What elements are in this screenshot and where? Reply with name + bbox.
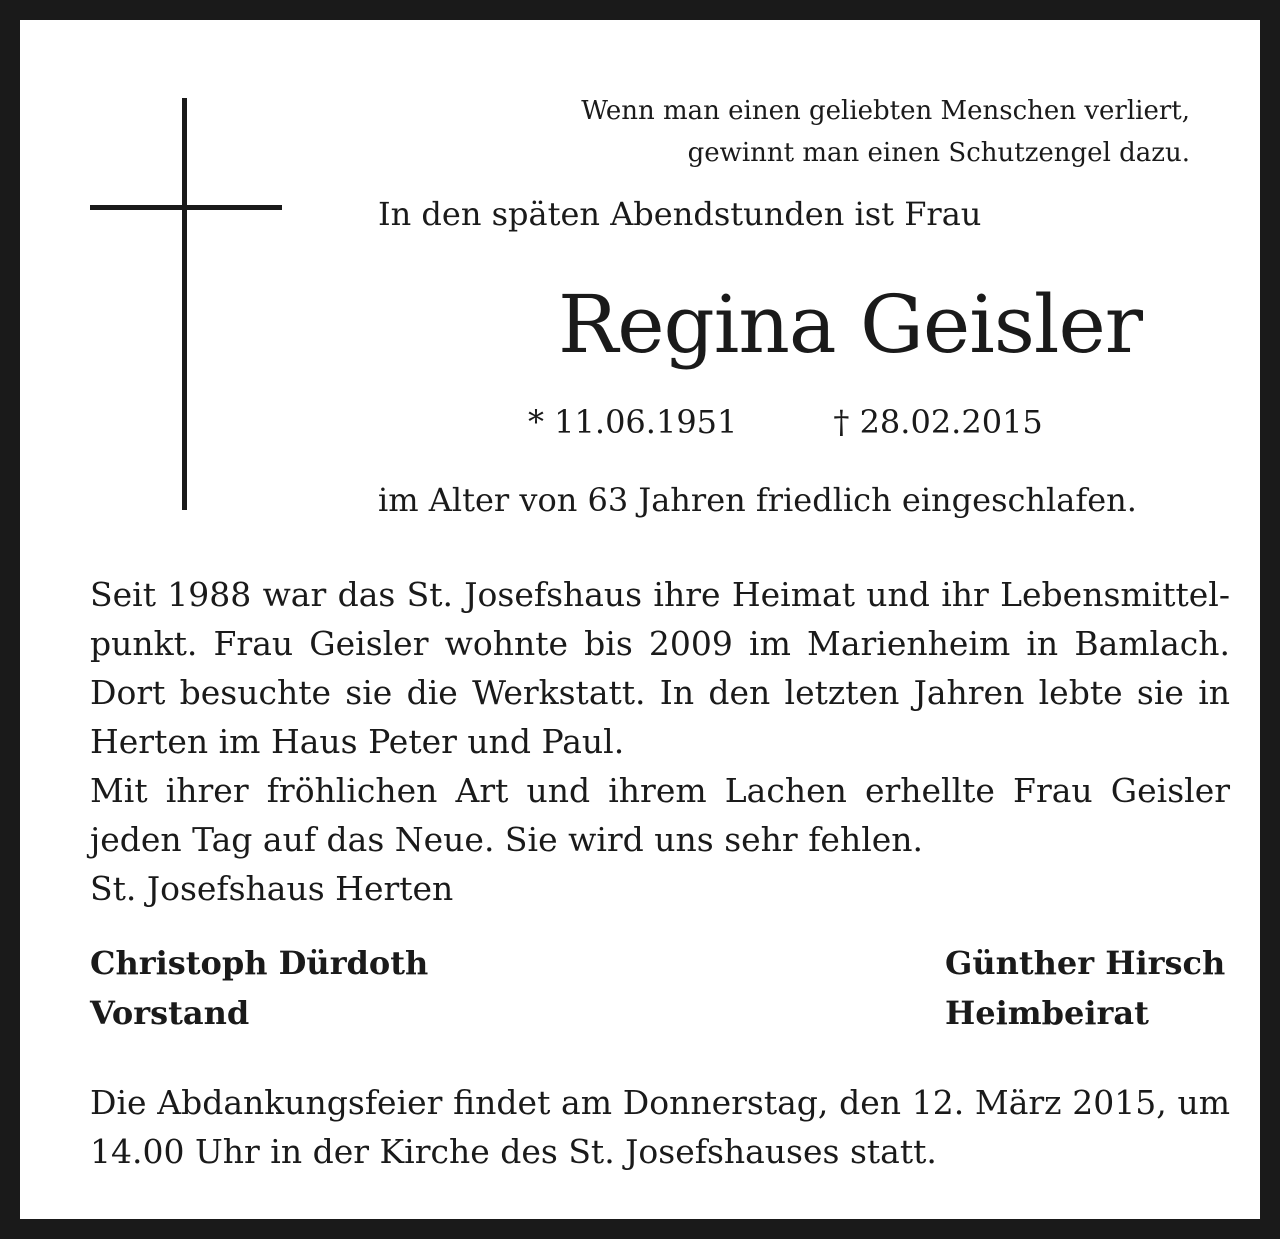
death-date: † 28.02.2015 — [833, 403, 1043, 441]
body-paragraph — [90, 570, 1230, 913]
cross-horizontal-bar — [90, 205, 282, 210]
ceremony-notice — [90, 1078, 1230, 1176]
life-dates — [528, 398, 1043, 446]
body-line: punkt. Frau Geisler wohnte bis 2009 im Marienheim in Bamlach. — [90, 624, 1230, 663]
birth-date: * 11.06.1951 — [528, 403, 738, 441]
motto-quote — [490, 90, 1190, 174]
ceremony-line: Die Abdankungsfeier findet am Donnerstag, den 12. März 2015, um — [90, 1083, 1230, 1122]
signatory-name: Christoph Dürdoth — [90, 944, 429, 982]
cross-vertical-bar — [182, 98, 187, 510]
body-line: Dort besuchte sie die Werkstatt. In den letzten Jahren lebte sie in — [90, 673, 1230, 712]
obituary-notice — [20, 20, 1260, 1219]
deceased-name: Regina Geisler — [557, 278, 1143, 371]
age-line: im Alter von 63 Jahren friedlich eingeschlafen. — [378, 481, 1137, 519]
body-line: St. Josefshaus Herten — [90, 869, 454, 908]
ceremony-line: 14.00 Uhr in der Kirche des St. Josefshauses statt. — [90, 1132, 937, 1171]
signatory-role: Vorstand — [90, 994, 250, 1032]
intro-text: In den späten Abendstunden ist Frau — [378, 195, 982, 233]
motto-line-2: gewinnt man einen Schutzengel dazu. — [687, 138, 1190, 168]
motto-line-1: Wenn man einen geliebten Menschen verliert, — [581, 96, 1190, 126]
signatory-name: Günther Hirsch — [945, 944, 1226, 982]
body-line: Seit 1988 war das St. Josefshaus ihre Heimat und ihr Lebensmittel- — [90, 575, 1230, 614]
signatory-left — [90, 938, 428, 1038]
body-line: jeden Tag auf das Neue. Sie wird uns sehr fehlen. — [90, 820, 924, 859]
body-line: Mit ihrer fröhlichen Art und ihrem Lachen erhellte Frau Geisler — [90, 771, 1230, 810]
signatory-right — [945, 938, 1225, 1038]
body-line: Herten im Haus Peter und Paul. — [90, 722, 625, 761]
signatory-role: Heimbeirat — [945, 994, 1149, 1032]
